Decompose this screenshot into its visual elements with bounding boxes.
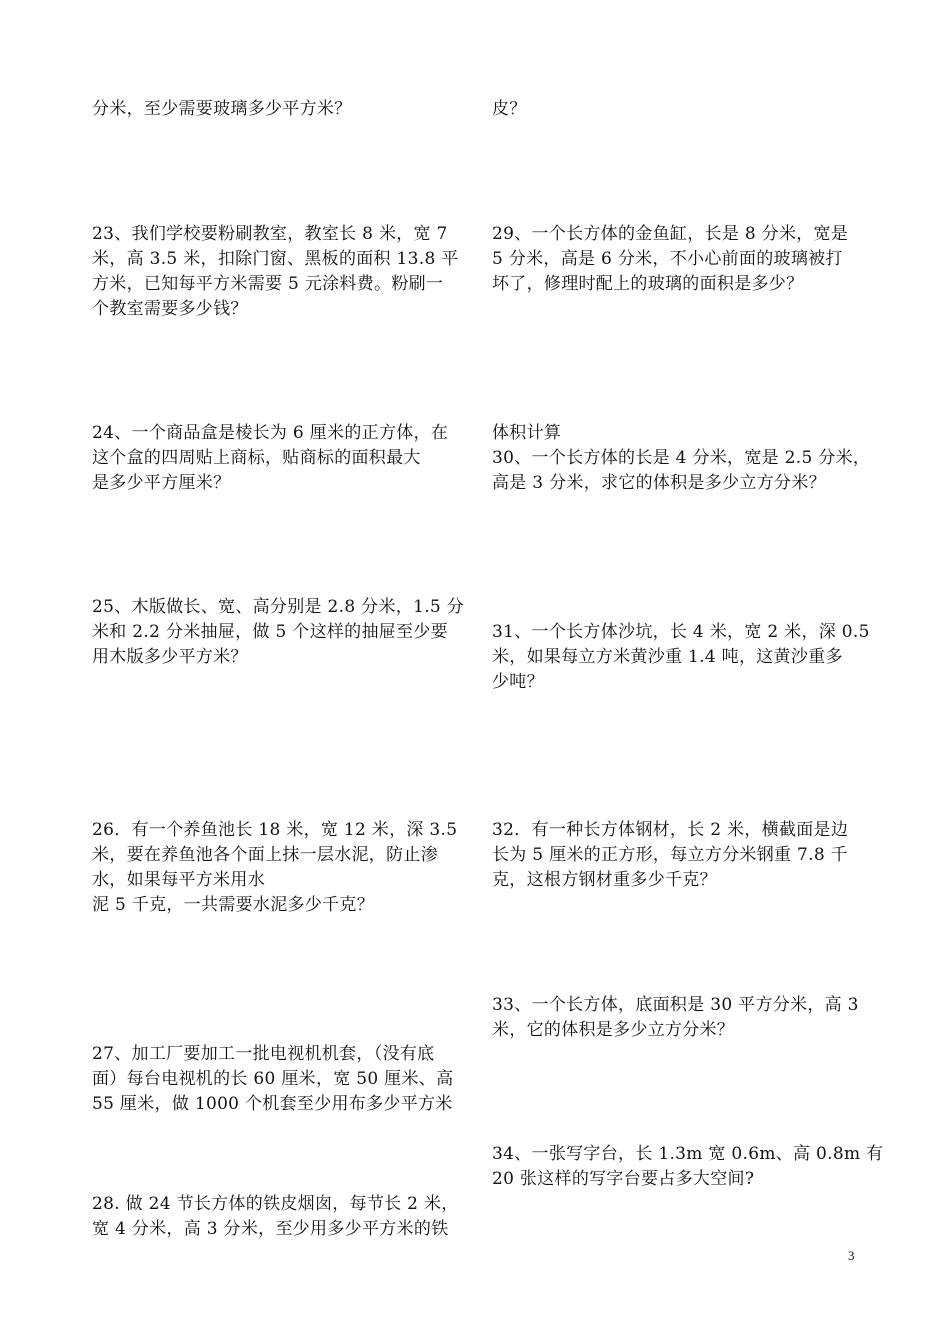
text-line: 33、一个长方体，底面积是 30 平方分米，高 3: [492, 995, 859, 1015]
text-line: 克，这根方钢材重多少千克？: [492, 870, 717, 890]
question-29: [492, 222, 848, 297]
text-line: 24、一个商品盒是棱长为 6 厘米的正方体，在: [92, 423, 449, 443]
section-heading: 体积计算: [492, 423, 562, 443]
question-24: [92, 421, 448, 496]
text-line: 坏了，修理时配上的玻璃的面积是多少？: [492, 274, 804, 294]
text-line: 31、一个长方体沙坑，长 4 米，宽 2 米，深 0.5: [492, 622, 870, 642]
text-line: 用木版多少平方米？: [92, 647, 248, 667]
text-line: 米，要在养鱼池各个面上抹一层水泥，防止渗: [92, 845, 438, 865]
page-number: 3: [848, 1248, 855, 1263]
text-line: 28. 做 24 节长方体的铁皮烟囱，每节长 2 米，: [92, 1194, 459, 1214]
question-31: [492, 620, 870, 695]
question-33: [492, 993, 859, 1043]
question-34: [492, 1142, 883, 1192]
text-line: 米，高 3.5 米，扣除门窗、黑板的面积 13.8 平: [92, 249, 459, 269]
question-22-continuation: [92, 97, 352, 122]
text-line: 面）每台电视机的长 60 厘米，宽 50 厘米、高: [92, 1069, 454, 1089]
volume-section: [492, 421, 870, 496]
text-line: 32．有一种长方体钢材，长 2 米，横截面是边: [492, 820, 849, 840]
question-26: [92, 818, 457, 918]
text-line: 米，它的体积是多少立方分米？: [492, 1020, 735, 1040]
text-line: 长为 5 厘米的正方形，每立方分米钢重 7.8 千: [492, 845, 848, 865]
question-28: [92, 1192, 459, 1242]
text-line: 5 分米，高是 6 分米，不小心前面的玻璃被打: [492, 249, 843, 269]
text-line: 是多少平方厘米？: [92, 473, 231, 493]
text-line: 20 张这样的写字台要占多大空间?: [492, 1169, 755, 1189]
text-line: 米和 2.2 分米抽屉，做 5 个这样的抽屉至少要: [92, 622, 448, 642]
question-32: [492, 818, 848, 893]
text-line: 这个盒的四周贴上商标，贴商标的面积最大: [92, 448, 421, 468]
text-line: 宽 4 分米，高 3 分米，至少用多少平方米的铁: [92, 1219, 449, 1239]
text-line: 水，如果每平方米用水: [92, 870, 265, 890]
text-line: 25、木版做长、宽、高分别是 2.8 分米，1.5 分: [92, 597, 465, 617]
question-25: [92, 595, 464, 670]
text-line: 米，如果每立方米黄沙重 1.4 吨，这黄沙重多: [492, 647, 843, 667]
text-line: 方米，已知每平方米需要 5 元涂料费。粉刷一: [92, 274, 444, 294]
text-line: 少吨？: [492, 672, 544, 692]
text-line: 26．有一个养鱼池长 18 米，宽 12 米，深 3.5: [92, 820, 458, 840]
text-line: 泥 5 千克，一共需要水泥多少千克？: [92, 895, 375, 915]
text-line: 皮？: [492, 99, 527, 119]
text-line: 30、一个长方体的长是 4 分米，宽是 2.5 分米，: [492, 448, 871, 468]
question-27: [92, 1042, 453, 1117]
text-line: 高是 3 分米，求它的体积是多少立方分米？: [492, 473, 826, 493]
text-line: 分米，至少需要玻璃多少平方米？: [92, 99, 352, 119]
text-line: 55 厘米，做 1000 个机套至少用布多少平方米: [92, 1094, 453, 1114]
question-28-continuation: [492, 97, 527, 122]
question-23: [92, 222, 459, 322]
text-line: 29、一个长方体的金鱼缸，长是 8 分米，宽是: [492, 224, 849, 244]
text-line: 34、一张写字台，长 1.3m 宽 0.6m、高 0.8m 有: [492, 1144, 884, 1164]
text-line: 个教室需要多少钱？: [92, 299, 248, 319]
text-line: 23、我们学校要粉刷教室，教室长 8 米，宽 7: [92, 224, 448, 244]
text-line: 27、加工厂要加工一批电视机机套，（没有底: [92, 1044, 435, 1064]
